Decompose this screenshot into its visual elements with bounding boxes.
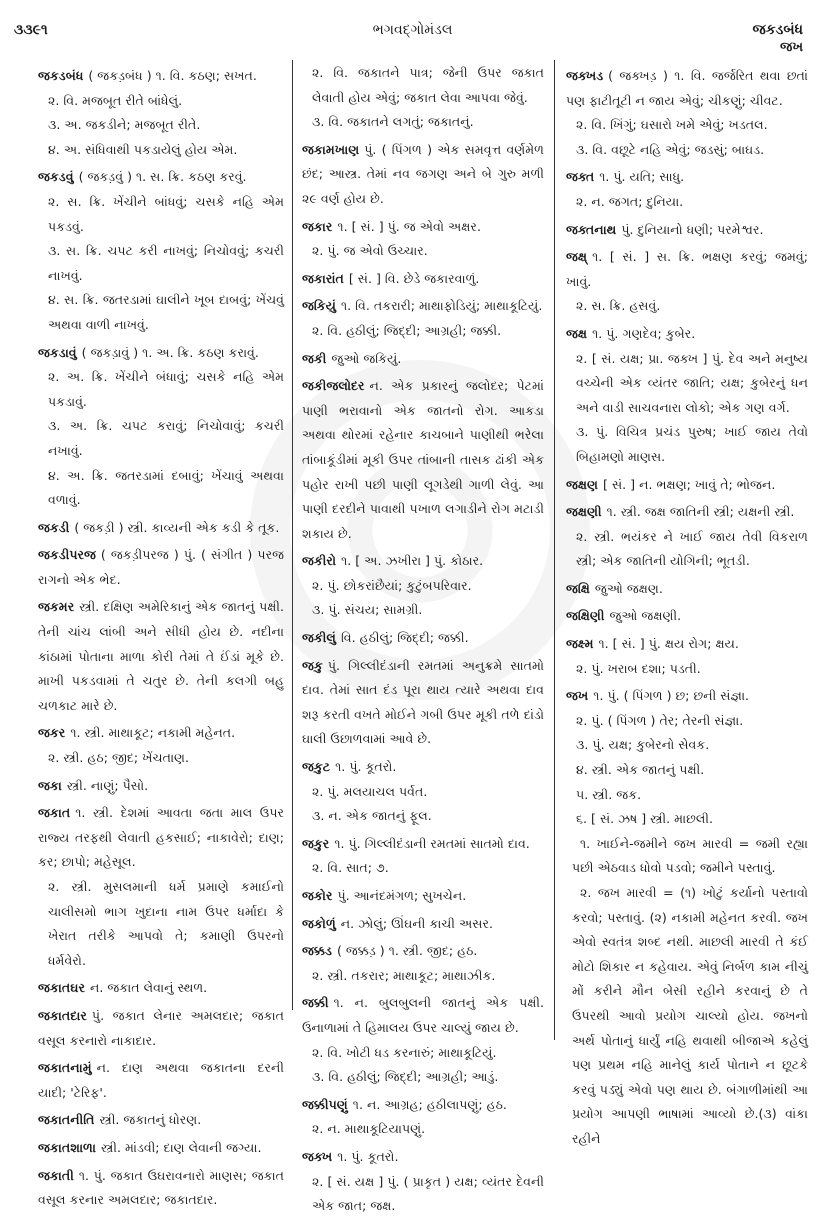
definition-text: ૨. વિ. જકાતને પાત્ર; જેની ઉપર જકાત લેવાતી હોય એવું; જકાત લેવા આપવા જેવું. — [312, 65, 544, 105]
headword: જક્ખ — [302, 1148, 333, 1164]
headword: જક્તનાથ — [566, 221, 617, 237]
definition-text: ૩. પું. વિચિત્ર પ્રચંડ પુરુષ; ખાઈ જાય તેવો બિહામણો માણસ. — [576, 424, 808, 464]
definition-text: ( જકડ઼બંધ ) ૧. વિ. કઠણ; સખત. — [88, 68, 257, 83]
definition-text: સ્ત્રી. જકાતનું ધોરણ. — [99, 1112, 202, 1128]
dictionary-entry — [302, 1093, 544, 1118]
entry-sense — [302, 319, 544, 344]
dictionary-entry — [38, 1004, 284, 1053]
dictionary-entry — [566, 218, 808, 243]
definition-text: ૩. પું. યક્ષ; કુબેરનો સેવક. — [576, 737, 710, 753]
definition-text: જુઓ જકિયું. — [331, 350, 402, 366]
entry-sense — [302, 239, 544, 264]
definition-text: ૪. અ. સંધિવાથી પકડાયેલું હોય એમ. — [48, 141, 238, 157]
entry-sense — [302, 1117, 544, 1142]
idiom-note — [566, 881, 808, 1152]
page-number: ૩૩૯૧ — [14, 22, 48, 38]
definition-text: ૩. ન. એક જાતનું ફૂલ. — [312, 808, 432, 824]
definition-text: ૩. સ. ક્રિ. ચપટ કરી નાખવું; નિચોવવું; કચરી નાખવું. — [48, 243, 284, 283]
definition-text: ( જકડ઼ાવું ) ૧. અ. ક્રિ. કઠણ કરાવું. — [81, 344, 259, 360]
dictionary-entry — [302, 991, 544, 1040]
definition-text: [ સં. ] ન. ભક્ષણ; ખાવું તે; ભોજન. — [603, 476, 776, 492]
definition-text: ૨. અ. ક્રિ. ખેંચીને બંધાવું; ચસકે નહિ એમ પકડાવું. — [48, 369, 284, 409]
dictionary-entry — [302, 549, 544, 574]
entry-sense — [566, 190, 808, 215]
entry-sense — [302, 804, 544, 829]
headword: જકાતનામું — [38, 1060, 92, 1076]
entry-sense — [302, 574, 544, 599]
headword: જકાર — [302, 218, 333, 234]
headword: જકીરો — [302, 553, 337, 569]
headword: જક્ષિણી — [566, 608, 605, 624]
definition-text: જુઓ જક્ષણી. — [609, 608, 682, 624]
dictionary-entry — [38, 1108, 284, 1133]
entry-sense — [566, 113, 808, 138]
entry-sense — [566, 807, 808, 832]
definition-text: ૨. સ. ક્રિ. હસવું. — [576, 298, 661, 314]
definition-text: ૧. ન. બુલબુલની જાતનું એક પક્ષી. ઉનાળામાં તે હિમાલય ઉપર ચાલ્યું જાય છે. — [302, 995, 544, 1035]
headword: જક્ષિ — [566, 580, 590, 596]
definition-text: ૨. પું. ( પિંગળ ) તેર; તેરની સંજ્ઞા. — [576, 712, 744, 728]
definition-text: જુઓ જક્ષણ. — [594, 580, 663, 596]
headword: જક્ખડ — [566, 68, 604, 83]
headword: જકારાંત — [302, 270, 344, 286]
column-3 — [566, 64, 808, 1155]
definition-text: ૩. અ. ક્રિ. ચપટ કરાવું; નિચોવાવું; કચરી નખાવું. — [48, 418, 284, 458]
dictionary-entry — [302, 626, 544, 651]
dictionary-entry — [566, 577, 808, 602]
dictionary-entry — [566, 604, 808, 629]
dictionary-entry — [302, 294, 544, 319]
dictionary-entry — [566, 684, 808, 709]
entry-sense — [302, 1041, 544, 1066]
definition-text: [ સં. ] વિ. છેડે જકારવાળું. — [348, 270, 480, 286]
headword: જકાતી — [38, 1167, 74, 1183]
entry-sense — [566, 657, 808, 682]
definition-text: ૪. સ. ક્રિ. જતરડામાં ઘાલીને ખૂબ દાબવું; ખેંચવું અથવા વાળી નાખવું. — [48, 292, 284, 332]
definition-text: ૧. [ અ. ઝખીરા ] પું. કોઠાર. — [341, 553, 484, 569]
entry-sense — [38, 875, 284, 973]
definition-text: ૩. વિ. વછૂટે નહિ એવું; જડસું; બાઘડ. — [576, 141, 765, 157]
definition-text: ૨. સ્ત્રી. હઠ; જીદ; ખેંચતાણ. — [48, 750, 190, 766]
definition-text: ૧. પું. કૂતરો. — [335, 759, 397, 775]
dictionary-entry — [566, 245, 808, 294]
headword: જક્ષ્મ — [566, 636, 594, 652]
definition-text: ૧. પું. યતિ; સાધુ. — [599, 169, 685, 185]
headword: જક્ત — [566, 169, 595, 185]
headword: જકા — [38, 777, 62, 793]
dictionary-entry — [302, 215, 544, 240]
definition-text: ૨. સ્ત્રી. ભયંકર ને ખાઈ જાય તેવી વિકરાળ સ્ત્રી; એક જાતિની યોગિની; ભૂતડી. — [576, 528, 808, 569]
entry-sense — [566, 783, 808, 808]
dictionary-entry — [566, 632, 808, 657]
dictionary-entry — [38, 64, 284, 89]
dictionary-entry — [302, 374, 544, 546]
headword: જક્કીપણું — [302, 1096, 348, 1112]
headword: જખ — [566, 688, 589, 704]
dictionary-entry — [302, 832, 544, 857]
headword: જક્ષ્ — [566, 249, 588, 265]
entry-sense — [38, 365, 284, 414]
definition-text: ૨. સ્ત્રી. તકરાર; માથાકૂટ; માથાઝીક. — [312, 967, 496, 983]
column-1 — [38, 64, 284, 1216]
definition-text: ૩. વિ. હઠીલું; જિદ્દી; આગ્રહી; આડું. — [312, 1069, 499, 1085]
headword: જકાતનીતિ — [38, 1112, 95, 1128]
definition-text: ૩. પું. સંચય; સામગ્રી. — [312, 602, 423, 618]
entry-sense — [302, 61, 544, 110]
headword: જકડબંધ — [38, 68, 84, 83]
headword: જક્ષણ — [566, 476, 599, 492]
definition-text: ૨. વિ. હઠીલું; જિદ્દી; આગ્રહી; જક્કી. — [312, 322, 502, 338]
dictionary-entry — [302, 884, 544, 909]
guide-word-last: જખ — [780, 40, 803, 55]
dictionary-entry — [566, 322, 808, 347]
definition-text: ૨. વિ. ખિંગું; ઘસારો ખમે એવું; ખડતલ. — [576, 117, 768, 133]
entry-sense — [38, 414, 284, 463]
definition-text: સ્ત્રી. નાણું; પૈસો. — [66, 777, 149, 793]
column-divider — [292, 60, 293, 1010]
headword: જકાતશાળા — [38, 1139, 96, 1155]
column-2 — [302, 64, 544, 1222]
definition-text: ૨. સ. ક્રિ. ખેંચીને બાંધવું; ચસકે નહિ એમ પકડવું. — [48, 193, 284, 234]
definition-text: ૩. અ. જકડીને; મજબૂત રીતે. — [48, 117, 201, 133]
entry-sense — [302, 1065, 544, 1090]
dictionary-entry — [38, 1164, 284, 1213]
definition-text: સ્ત્રી. માંડવી; દાણ લેવાની જગ્યા. — [100, 1139, 262, 1155]
entry-sense — [302, 856, 544, 881]
definition-text: ૨. ન. જગત; દુનિયા. — [576, 193, 684, 209]
dictionary-entry — [566, 500, 808, 525]
dictionary-entry — [302, 267, 544, 292]
definition-text: પું. ગિલ્લીદંડાની રમતમાં અનુક્રમે સાતમો દાવ. તેમાં સાત દંડ પૂરા થાય ત્યારે અથવા દાવ શરૂ કરતી વખતે મોઈને ગબી ઉપર મૂકી તળે દાંડો ઘાલી ઉછાળવામાં આવે છે. — [302, 657, 544, 747]
entry-sense — [38, 113, 284, 138]
headword: જકાતદાર — [38, 1007, 87, 1023]
headword: જકુર — [302, 835, 330, 851]
entry-sense — [302, 964, 544, 989]
dictionary-entry — [38, 516, 284, 541]
definition-text: ન. દાણ અથવા જકાતના દરની યાદી; 'ટેરિફ'. — [38, 1060, 284, 1100]
definition-text: ૨. પું. ખરાબ દશા; પડતી. — [576, 660, 701, 676]
definition-text: ૨. વિ. સાત; ૭. — [312, 860, 389, 876]
dictionary-entry — [302, 1145, 544, 1170]
dictionary-entry — [38, 165, 284, 190]
dictionary-entry — [302, 939, 544, 964]
dictionary-entry — [38, 1136, 284, 1161]
definition-text: ૧. ન. આગ્રહ; હઠીલાપણું; હઠ. — [352, 1096, 507, 1112]
entry-sense — [38, 138, 284, 163]
definition-text: પું. જકાત લેનાર અમલદાર; જકાત વસૂલ કરનારો નાકાદાર. — [38, 1007, 284, 1048]
entry-sense — [566, 347, 808, 421]
definition-text: સ્ત્રી. દક્ષિણ અમેરિકાનું એક જાતનું પક્ષી. તેની ચાંચ લાંબી અને સીધી હોય છે. નદીના કાંઠામાં પોતાના માળા કોરી તેમાં તે ઈંડાં મૂકે છે. માખી પકડવામાં તે ચતુર છે. તેની કલગી બહુ ચળકાટ મારે છે. — [38, 599, 284, 713]
entry-sense — [566, 294, 808, 319]
headword: જકી — [302, 350, 327, 366]
definition-text: ૬. [ સં. ઝષ ] સ્ત્રી. માછલી. — [576, 811, 714, 827]
entry-sense — [566, 420, 808, 469]
definition-text: ૧. સ્ત્રી. દેશમાં આવતા જતા માલ ઉપર રાજ્ય તરફથી લેવાતી હકસાઈ; નાકાવેરો; દાણ; કર; છાપો; મહેસૂલ. — [38, 805, 284, 870]
guide-word-first: જકડબંધ — [752, 22, 803, 38]
definition-text: ( જકડ઼ીપરજ ) પું. ( સંગીત ) પરજ રાગનો એક ભેદ. — [38, 547, 284, 587]
definition-text: ન. જકાત લેવાનું સ્થળ. — [89, 980, 208, 996]
headword: જક્કી — [302, 995, 329, 1011]
definition-text: ૧. પું. ( પિંગળ ) છ; છની સંજ્ઞા. — [593, 688, 750, 704]
dictionary-entry — [302, 912, 544, 937]
definition-text: ૧. પું. ગિલ્લીદંડાની રમતમાં સાતમો દાવ. — [334, 835, 530, 851]
entry-sense — [38, 239, 284, 288]
definition-text: ( જકડ઼ી ) સ્ત્રી. કાવ્યની એક કડી કે તૂક. — [74, 519, 280, 535]
entry-sense — [38, 190, 284, 239]
headword: જકીલું — [302, 630, 336, 646]
column-divider — [554, 60, 555, 1040]
definition-text: ૫. સ્ત્રી. જક. — [576, 786, 642, 802]
idiom-note — [566, 832, 808, 881]
dictionary-entry — [38, 595, 284, 718]
definition-text: ૨. જખ મારવી = (૧) ખોટું કર્યાનો પસ્તાવો કરવો; પસ્તાવું. (૨) નકામી મહેનત કરવી. જખ એવો સ્વતંત્ર શબ્દ નથી. માછલી મારવી તે કંઈ મોટો શિકાર ન કહેવાય. એવું નિર્બળ કામ નીચું મોં કરીને મૌન બેસી રહીને કરવાનું છે તે ઉપરથી આવો પ્રયોગ ચાલ્યો હોય. જખનો અર્થ પોતાનું ધાર્યું નહિ થવાથી બીજાએ કહેલું પણ પ્રથમ નહિ માનેલું કાર્ય પોતાને ન છૂટકે કરવું પડ્યું એવો પણ થાય છે. બંગાળીમાંથી આ પ્રયોગ આપણી ભાષામાં આવ્યો છે.(૩) વાંકા રહીને — [572, 885, 808, 1146]
definition-text: ૧. સ્ત્રી. જક્ષ જાતિની સ્ત્રી; યક્ષની સ્ત્રી. — [606, 504, 795, 520]
headword: જકાતઘર — [38, 980, 85, 996]
headword: જકિયું — [302, 298, 336, 314]
dictionary-entry — [566, 473, 808, 498]
headword: જકડી — [38, 519, 70, 535]
dictionary-entry — [302, 654, 544, 752]
dictionary-entry — [302, 347, 544, 372]
definition-text: ૨. [ સં. યક્ષ; પ્રા. જક્ખ ] પું. દેવ અને મનુષ્ય વચ્ચેની એક વ્યંતર જાતિ; યક્ષ; કુબેરનું ધન અને વાડી સાચવનારા લોકો; એક ગણ વર્ગ. — [576, 350, 808, 415]
definition-text: પું. દુનિયાનો ધણી; પરમેશ્વર. — [621, 221, 764, 237]
headword: જકામખાણ — [302, 141, 360, 157]
entry-sense — [566, 733, 808, 758]
entry-sense — [38, 746, 284, 771]
headword: જકમર — [38, 599, 75, 615]
definition-text: ન. ઝોલું; ઊંઘની કાચી અસર. — [340, 915, 493, 931]
entry-sense — [38, 288, 284, 337]
headword: જકડવું — [38, 169, 74, 185]
definition-text: ( જક્કડ઼ ) ૧. સ્ત્રી. જીદ; હઠ. — [336, 943, 478, 959]
headword: જકડીપરજ — [38, 547, 96, 563]
dictionary-entry — [566, 64, 808, 113]
dictionary-entry — [38, 976, 284, 1001]
definition-text: ૨. ન. માથાકૂટિયાપણું. — [312, 1121, 426, 1137]
headword: જક્ષ — [566, 325, 588, 341]
definition-text: ૨. પું. છોકરાંછૈયાં; કુટુંબપરિવાર. — [312, 577, 472, 593]
definition-text: ૧. પું. ગણદેવ; કુબેર. — [592, 325, 696, 341]
entry-sense — [302, 780, 544, 805]
entry-sense — [566, 138, 808, 163]
dictionary-entry — [38, 543, 284, 592]
definition-text: ( જક્ખડ઼ ) ૧. વિ. જર્જરિત થવા છતાં પણ ફાટીતૂટી ન જાય એવું; ચીકણું; ચીવટ. — [566, 68, 808, 108]
definition-text: ૨. વિ. ખોટી ધડ કરનારું; માથાકૂટિયું. — [312, 1044, 497, 1060]
entry-sense — [566, 525, 808, 574]
headword: જકાત — [38, 805, 71, 821]
definition-text: ૨. પું. જ એવો ઉચ્ચાર. — [312, 243, 428, 259]
dictionary-entry — [38, 774, 284, 799]
definition-text: ૩. વિ. જકાતને લગતું; જકાતનું. — [312, 114, 474, 130]
definition-text: ૪. અ. ક્રિ. જતરડામાં દબાવું; ખેંચાવું અથવા વળાવું. — [48, 467, 284, 508]
definition-text: ૨. [ સં. યક્ષ ] પું. ( પ્રાકૃત ) યક્ષ; વ્યંતર દેવની એક જાત; જક્ષ. — [312, 1173, 544, 1214]
headword: જકોળું — [302, 915, 336, 931]
definition-text: ૨. વિ. મજબૂત રીતે બાંધેલું. — [48, 92, 183, 108]
dictionary-entry — [38, 721, 284, 746]
definition-text: ૨. સ્ત્રી. મુસલમાની ધર્મ પ્રમાણે કમાઈનો ચાલીસમો ભાગ ખુદાના નામ ઉપર ધર્માદા કે ખેરાત તરીકે આપવો તે; કમાણી ઉપરનો ધર્મવેરો. — [48, 879, 284, 968]
dictionary-entry — [566, 165, 808, 190]
headword: જકડાવું — [38, 344, 77, 360]
dictionary-entry — [38, 801, 284, 875]
definition-text: ૨. પું. મલયાચલ પર્વત. — [312, 783, 428, 799]
definition-text: ૧. [ સં. ] સ. ક્રિ. ભક્ષણ કરવું; જમવું; ખાવું. — [566, 249, 808, 289]
definition-text: ૧. વિ. તકરારી; માથાફોડિયું; માથાકૂટિયું. — [340, 298, 543, 314]
entry-sense — [302, 598, 544, 623]
definition-text: ૧. [ સં. ] પું. ક્ષય રોગ; ક્ષય. — [598, 636, 739, 652]
entry-sense — [566, 758, 808, 783]
dictionary-entry — [38, 1056, 284, 1105]
definition-text: ૧. ખાઈને-જમીને જખ મારવી = જમી રહ્યા પછી એઠવાડ ધોવો પડવો; જમીને પસ્તાવું. — [572, 835, 808, 876]
entry-sense — [566, 709, 808, 734]
book-title: ભગવદ્ગોમંડલ — [372, 22, 453, 38]
headword: જકીજલોદર — [302, 378, 365, 394]
headword: જક્કડ — [302, 943, 332, 959]
headword: જક્ષણી — [566, 504, 602, 520]
dictionary-entry — [38, 341, 284, 366]
entry-sense — [302, 110, 544, 135]
headword: જકુટ — [302, 759, 331, 775]
definition-text: વિ. હઠીલું; જિદ્દી; જક્કી. — [340, 630, 469, 646]
dictionary-entry — [302, 138, 544, 212]
definition-text: ૧. [ સં. ] પું. જ એવો અક્ષર. — [337, 218, 481, 234]
entry-sense — [302, 1170, 544, 1219]
definition-text: ( જકડ઼વું ) ૧. સ. ક્રિ. કઠણ કરવું. — [78, 169, 247, 185]
entry-sense — [38, 89, 284, 114]
headword: જકોર — [302, 888, 333, 903]
dictionary-entry — [302, 755, 544, 780]
definition-text: પું. આનંદમંગળ; સુખચેન. — [337, 888, 467, 903]
definition-text: ૧. સ્ત્રી. માથાકૂટ; નકામી મહેનત. — [70, 725, 236, 741]
headword: જકુ — [302, 657, 323, 673]
definition-text: પું. ( પિંગળ ) એક સમવૃત્ત વર્ણમેળ છંદ; આસ્ત્ર. તેમાં નવ જગણ અને બે ગુરુ મળી ૨૯ વર્ણ હોય છે. — [302, 141, 544, 206]
entry-sense — [38, 464, 284, 513]
headword: જકર — [38, 725, 66, 741]
definition-text: ૧. પું. જકાત ઉઘરાવનારો માણસ; જકાત વસૂલ કરનાર અમલદાર; જકાતદાર. — [38, 1167, 284, 1208]
definition-text: ન. એક પ્રકારનું જલોદર; પેટમાં પાણી ભરાવાનો એક જાતનો રોગ. આકડા અથવા થોરમાં રહેનાર કાચબાને પાણીથી ભરેલા તાંબાકૂંડીમાં મૂકી ઉપર તાંબાની તાસક ઢાંકી એક પહોર રાખી પછી પાણી લૂગડેથી ગાળી લેવું. આ પાણી દરદીને પાવાથી પખાળ લગાડીને રોગ મટાડી શકાય છે. — [302, 378, 544, 541]
definition-text: ૧. પું. કૂતરો. — [337, 1148, 399, 1164]
definition-text: ૪. સ્ત્રી. એક જાતનું પક્ષી. — [576, 762, 705, 778]
